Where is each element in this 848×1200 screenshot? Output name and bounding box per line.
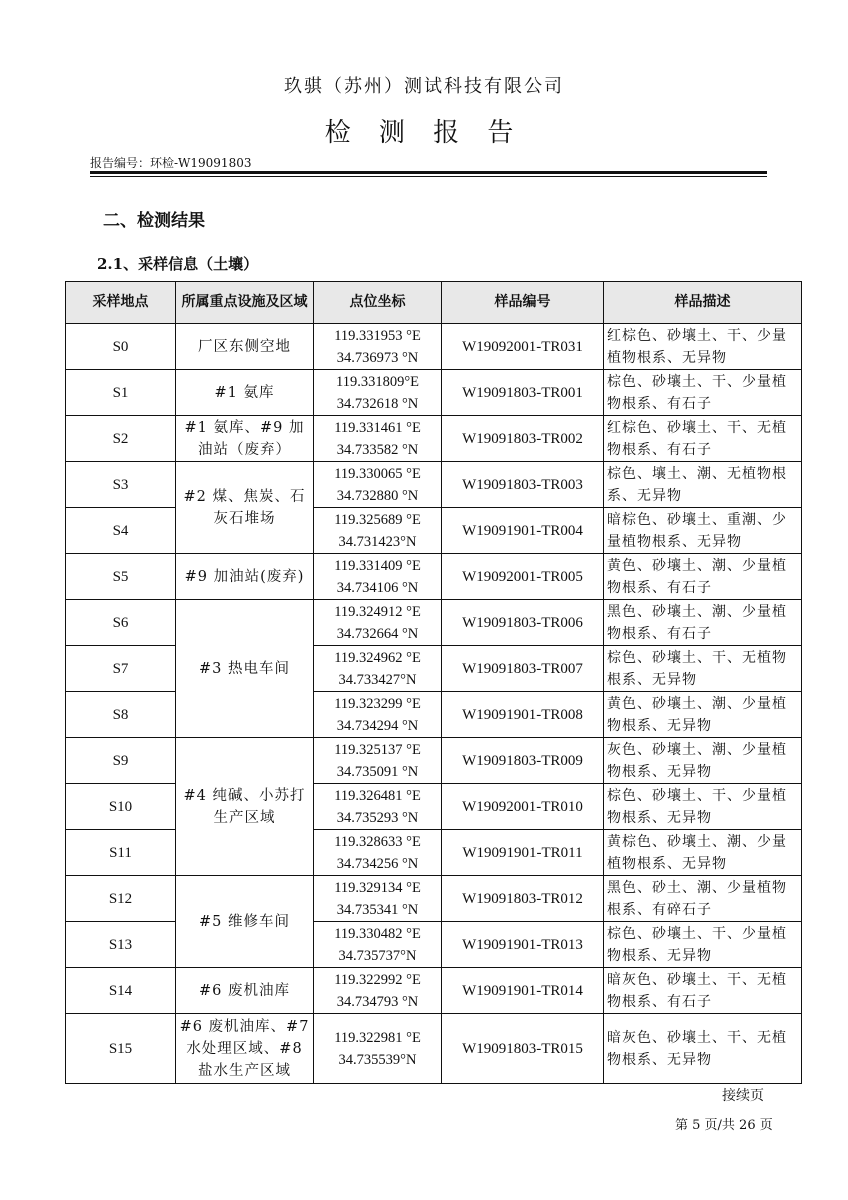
description-cell: 暗灰色、砂壤土、干、无植物根系、有石子: [604, 968, 802, 1014]
description-cell: 暗棕色、砂壤土、重潮、少量植物根系、无异物: [604, 508, 802, 554]
header-cell: 所属重点设施及区域: [176, 282, 314, 324]
site-cell: S7: [66, 646, 176, 692]
area-cell: #3 热电车间: [176, 600, 314, 738]
site-cell: S12: [66, 876, 176, 922]
subsection-title: 2.1、采样信息（土壤）: [97, 255, 259, 273]
sample-id-cell: W19091803-TR012: [442, 876, 604, 922]
sampling-info-table: [65, 281, 802, 1084]
sample-id-cell: W19092001-TR031: [442, 324, 604, 370]
sample-id-cell: W19091901-TR008: [442, 692, 604, 738]
longitude: 119.322992 °E: [334, 971, 421, 988]
area-cell: 厂区东侧空地: [176, 324, 314, 370]
table-row: [66, 416, 802, 462]
site-cell: S13: [66, 922, 176, 968]
latitude: 34.733582 °N: [336, 441, 419, 458]
longitude: 119.326481 °E: [334, 787, 421, 804]
sample-id-cell: W19091901-TR013: [442, 922, 604, 968]
sample-id-cell: W19091803-TR001: [442, 370, 604, 416]
longitude: 119.331409 °E: [334, 557, 421, 574]
coordinate-cell: [314, 1014, 442, 1084]
latitude: 34.734793 °N: [336, 993, 419, 1010]
longitude: 119.331809°E: [336, 373, 419, 390]
site-cell: S0: [66, 324, 176, 370]
site-cell: S15: [66, 1014, 176, 1084]
sample-id-cell: W19091803-TR007: [442, 646, 604, 692]
coordinate-cell: [314, 508, 442, 554]
sample-id-cell: W19092001-TR005: [442, 554, 604, 600]
coordinate-cell: [314, 370, 442, 416]
site-cell: S4: [66, 508, 176, 554]
coordinate-cell: [314, 876, 442, 922]
site-cell: S8: [66, 692, 176, 738]
area-cell: #1 氨库: [176, 370, 314, 416]
latitude: 34.735091 °N: [336, 763, 419, 780]
area-cell: #5 维修车间: [176, 876, 314, 968]
description-cell: 黑色、砂土、潮、少量植物根系、有碎石子: [604, 876, 802, 922]
longitude: 119.331953 °E: [334, 327, 421, 344]
site-cell: S14: [66, 968, 176, 1014]
continued-label: 接续页: [722, 1088, 764, 1104]
coordinate-cell: [314, 646, 442, 692]
report-number: 报告编号：环检-W19091803: [90, 156, 252, 170]
latitude: 34.735293 °N: [336, 809, 419, 826]
area-cell: #2 煤、焦炭、石灰石堆场: [176, 462, 314, 554]
site-cell: S9: [66, 738, 176, 784]
page-number: 第 5 页/共 26 页: [675, 1118, 773, 1133]
sample-id-cell: W19092001-TR010: [442, 784, 604, 830]
latitude: 34.734256 °N: [336, 855, 419, 872]
area-cell: #6 废机油库、#7 水处理区域、#8 盐水生产区域: [176, 1014, 314, 1084]
coordinate-cell: [314, 554, 442, 600]
table-row: [66, 738, 802, 784]
longitude: 119.323299 °E: [334, 695, 421, 712]
table-row: [66, 600, 802, 646]
description-cell: 黄色、砂壤土、潮、少量植物根系、无异物: [604, 692, 802, 738]
header-divider-thin: [90, 176, 767, 177]
area-cell: #9 加油站(废弃): [176, 554, 314, 600]
longitude: 119.330065 °E: [334, 465, 421, 482]
sample-id-cell: W19091803-TR002: [442, 416, 604, 462]
latitude: 34.732880 °N: [336, 487, 419, 504]
description-cell: 红棕色、砂壤土、干、少量植物根系、无异物: [604, 324, 802, 370]
description-cell: 黑色、砂壤土、潮、少量植物根系、有石子: [604, 600, 802, 646]
header-divider: [90, 171, 767, 174]
area-cell: #4 纯碱、小苏打生产区域: [176, 738, 314, 876]
coordinate-cell: [314, 968, 442, 1014]
table-row: [66, 876, 802, 922]
description-cell: 黄色、砂壤土、潮、少量植物根系、有石子: [604, 554, 802, 600]
table-header-row: [66, 282, 802, 324]
coordinate-cell: [314, 922, 442, 968]
description-cell: 棕色、砂壤土、干、少量植物根系、有石子: [604, 370, 802, 416]
latitude: 34.734294 °N: [336, 717, 419, 734]
site-cell: S5: [66, 554, 176, 600]
description-cell: 棕色、砂壤土、干、无植物根系、无异物: [604, 646, 802, 692]
description-cell: 黄棕色、砂壤土、潮、少量植物根系、无异物: [604, 830, 802, 876]
site-cell: S1: [66, 370, 176, 416]
longitude: 119.322981 °E: [334, 1029, 421, 1046]
longitude: 119.325689 °E: [334, 511, 421, 528]
table-row: [66, 324, 802, 370]
company-name: 玖骐（苏州）测试科技有限公司: [284, 76, 564, 97]
table-row: [66, 1014, 802, 1084]
latitude: 34.735737°N: [338, 947, 417, 964]
latitude: 34.735341 °N: [336, 901, 419, 918]
coordinate-cell: [314, 462, 442, 508]
site-cell: S2: [66, 416, 176, 462]
table-row: [66, 370, 802, 416]
header-cell: 样品编号: [442, 282, 604, 324]
coordinate-cell: [314, 600, 442, 646]
section-title: 二、检测结果: [103, 211, 205, 231]
longitude: 119.324912 °E: [334, 603, 421, 620]
latitude: 34.731423°N: [338, 533, 417, 550]
longitude: 119.329134 °E: [334, 879, 421, 896]
description-cell: 棕色、砂壤土、干、少量植物根系、无异物: [604, 922, 802, 968]
longitude: 119.325137 °E: [334, 741, 421, 758]
description-cell: 棕色、壤土、潮、无植物根系、无异物: [604, 462, 802, 508]
report-title: 检 测 报 告: [324, 118, 524, 148]
latitude: 34.736973 °N: [336, 349, 419, 366]
area-cell: #6 废机油库: [176, 968, 314, 1014]
description-cell: 灰色、砂壤土、潮、少量植物根系、无异物: [604, 738, 802, 784]
longitude: 119.330482 °E: [334, 925, 421, 942]
longitude: 119.328633 °E: [334, 833, 421, 850]
site-cell: S6: [66, 600, 176, 646]
latitude: 34.734106 °N: [336, 579, 419, 596]
sample-id-cell: W19091803-TR015: [442, 1014, 604, 1084]
sample-id-cell: W19091901-TR014: [442, 968, 604, 1014]
coordinate-cell: [314, 324, 442, 370]
sample-id-cell: W19091901-TR004: [442, 508, 604, 554]
sample-id-cell: W19091901-TR011: [442, 830, 604, 876]
header-cell: 样品描述: [604, 282, 802, 324]
coordinate-cell: [314, 416, 442, 462]
coordinate-cell: [314, 692, 442, 738]
sample-id-cell: W19091803-TR003: [442, 462, 604, 508]
coordinate-cell: [314, 830, 442, 876]
description-cell: 暗灰色、砂壤土、干、无植物根系、无异物: [604, 1014, 802, 1084]
site-cell: S10: [66, 784, 176, 830]
coordinate-cell: [314, 784, 442, 830]
latitude: 34.735539°N: [338, 1051, 417, 1068]
site-cell: S3: [66, 462, 176, 508]
longitude: 119.331461 °E: [334, 419, 421, 436]
area-cell: #1 氨库、#9 加油站（废弃）: [176, 416, 314, 462]
coordinate-cell: [314, 738, 442, 784]
header-cell: 采样地点: [66, 282, 176, 324]
description-cell: 棕色、砂壤土、干、少量植物根系、无异物: [604, 784, 802, 830]
table-row: [66, 554, 802, 600]
header-cell: 点位坐标: [314, 282, 442, 324]
latitude: 34.732664 °N: [336, 625, 419, 642]
description-cell: 红棕色、砂壤土、干、无植物根系、有石子: [604, 416, 802, 462]
sample-id-cell: W19091803-TR009: [442, 738, 604, 784]
longitude: 119.324962 °E: [334, 649, 421, 666]
latitude: 34.733427°N: [338, 671, 417, 688]
table-row: [66, 462, 802, 508]
latitude: 34.732618 °N: [336, 395, 419, 412]
sample-id-cell: W19091803-TR006: [442, 600, 604, 646]
site-cell: S11: [66, 830, 176, 876]
table-row: [66, 968, 802, 1014]
